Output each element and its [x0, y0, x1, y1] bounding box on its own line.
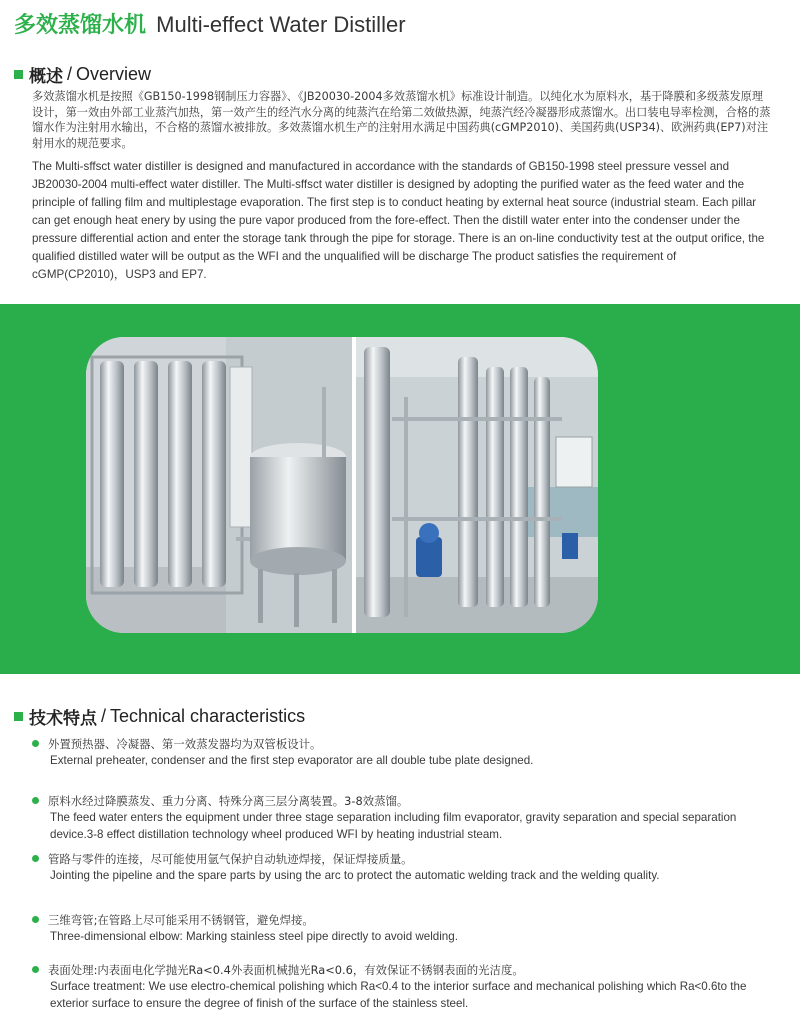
overview-text-chinese: 多效蒸馏水机是按照《GB150-1998钢制压力容器》、《JB20030-2004多效蒸馏水机》标准设计制造。以纯化水为原料水，基于降膜和多级蒸发原理设计，第一效由外部工业蒸汽加热，第一效产生的经汽水分离的纯蒸汽在给第二效做热源，纯蒸汽经冷凝器形成蒸馏水。出口装电导率检测，合格的蒸馏水作为注射用水输出，不合格的蒸馏水被排放。多效蒸馏水机生产的注射用水满足中国药典(cGMP2010)、美国药典(USP34)、欧洲药典(EP7)对注射用水的规范要求。 [32, 90, 771, 150]
feature-cn: 原料水经过降膜蒸发、重力分离、特殊分离三层分离装置。3-8效蒸馏。 [48, 794, 409, 808]
overview-heading-cn: 概述 [29, 67, 63, 87]
feature-en: The feed water enters the equipment under three stage separation including film evaporator, gravity separation and special separation device.3-8 effect distillation technology wheel produced WFI by heating industrial steam. [50, 811, 737, 841]
overview-text-english: The Multi-sffsct water distiller is designed and manufactured in accordance with the standards of GB150-1998 steel pressure vessel and JB20030-2004 multi-effect water distiller. The Multi-sffsct water distiller is designed by adopting the purified water as the feed water and the principle of falling film and multiplestage evaporation. The first step is to conduct heating by external heat source (industrial steam. Each pillar can get enough heat enery by using the pure vapor produced from the fore-effect. Then the distill water enter into the condenser under the pressure differential action and enter the storage tank through the pipe for storage. There is an on-line conductivity test at the output orifice, the qualified distilled water will be output as the WFI and the unqualified will be discharge The product satisfies the requirement of cGMP(CP2010)，USP3 and EP7. [32, 160, 765, 281]
heading-separator: / [67, 64, 73, 84]
product-photo [86, 337, 598, 633]
list-item [32, 851, 772, 884]
list-item [32, 736, 772, 769]
list-item [32, 962, 772, 1012]
overview-heading [14, 62, 151, 87]
page-title [14, 8, 406, 39]
title-english: Multi-effect Water Distiller [156, 12, 406, 37]
feature-en: External preheater, condenser and the first step evaporator are all double tube plate designed. [50, 754, 534, 767]
technical-heading-cn: 技术特点 [29, 709, 97, 729]
title-chinese: 多效蒸馏水机 [14, 13, 147, 38]
bullet-dot-icon [32, 966, 39, 973]
list-item [32, 793, 772, 843]
bullet-dot-icon [32, 797, 39, 804]
feature-cn: 表面处理:内表面电化学抛光Ra<0.4外表面机械抛光Ra<0.6，有效保证不锈钢表面的光洁度。 [48, 963, 524, 977]
technical-heading [14, 704, 305, 729]
overview-heading-en: Overview [76, 64, 152, 84]
feature-cn: 管路与零件的连接，尽可能使用氩气保护自动轨迹焊接，保证焊接质量。 [48, 852, 413, 866]
bullet-dot-icon [32, 740, 39, 747]
feature-en: Surface treatment: We use electro-chemical polishing which Ra<0.4 to the interior surface and mechanical polishing which Ra<0.6to the exterior surface to ensure the degree of finish of the surface of the stainless steel. [50, 980, 747, 1010]
feature-cn: 外置预热器、冷凝器、第一效蒸发器均为双管板设计。 [48, 737, 322, 751]
green-square-icon [14, 712, 23, 721]
green-square-icon [14, 70, 23, 79]
technical-heading-en: Technical characteristics [110, 706, 306, 726]
heading-separator: / [101, 706, 107, 726]
feature-en: Three-dimensional elbow: Marking stainless steel pipe directly to avoid welding. [50, 930, 458, 943]
list-item [32, 912, 772, 945]
bullet-dot-icon [32, 855, 39, 862]
feature-en: Jointing the pipeline and the spare parts by using the arc to protect the automatic welding track and the welding quality. [50, 869, 660, 882]
feature-cn: 三维弯管;在管路上尽可能采用不锈钢管，避免焊接。 [48, 913, 314, 927]
distiller-illustration [86, 337, 598, 633]
bullet-dot-icon [32, 916, 39, 923]
